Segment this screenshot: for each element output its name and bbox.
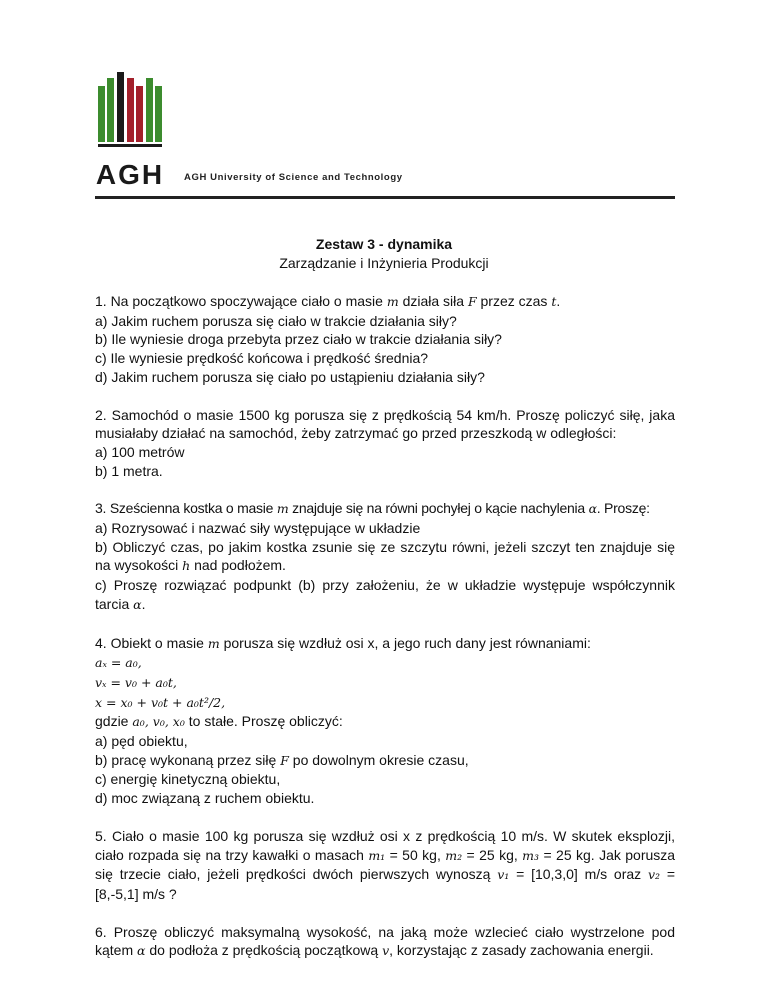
- problem-list: [95, 292, 675, 980]
- problem-1-c: c) Ile wyniesie prędkość końcowa i prędkość średnia?: [95, 350, 429, 367]
- problem-1-b: b) Ile wyniesie droga przebyta przez ciało w trakcie działania siły?: [95, 331, 502, 348]
- problem-4-c: c) energię kinetyczną obiektu,: [95, 771, 281, 788]
- problem-4-constants: gdzie a₀, v₀, x₀ to stałe. Proszę obliczyć:: [95, 713, 343, 730]
- equation-acceleration: aₓ = a₀,: [95, 655, 142, 671]
- problem-2-b: b) 1 metra.: [95, 462, 163, 479]
- problem-4-intro: 4. Obiekt o masie m porusza się wzdłuż osi x, a jego ruch dany jest równaniami:: [95, 634, 591, 651]
- problem-3-b: b) Obliczyć czas, po jakim kostka zsunie się ze szczytu równi, jeżeli szczyt ten znajduje się na wysokości h nad podłożem.: [95, 538, 675, 574]
- problem-4-d: d) moc związaną z ruchem obiektu.: [95, 790, 315, 807]
- problem-3-a: a) Rozrysować i nazwać siły występujące w układzie: [95, 520, 421, 537]
- problem-5: [95, 827, 675, 904]
- problem-5-text: 5. Ciało o masie 100 kg porusza się wzdłuż osi x z prędkością 10 m/s. W skutek eksplozji, ciało rozpada się na trzy kawałki o masach m₁ = 50 kg, m₂ = 25 kg, m₃ = 25 kg. Jak porusza się trzecie ciało, jeżeli prędkości dwóch pierwszych wynoszą v₁ = [10,3,0] m/s oraz v₂ = [8,-5,1] m/s ?: [95, 827, 676, 902]
- title-block: [0, 235, 768, 273]
- problem-2-intro: 2. Samochód o masie 1500 kg porusza się z prędkością 54 km/h. Proszę policzyć siłę, jaka musiałaby działać na samochód, żeby zatrzymać go przed przeszkodą w odległości:: [95, 406, 675, 442]
- problem-1-intro: 1. Na początkowo spoczywające ciało o masie m działa siła F przez czas t.: [95, 293, 561, 309]
- problem-3-c: c) Proszę rozwiązać podpunkt (b) przy założeniu, że w układzie występuje współczynnik tarcia α.: [95, 577, 675, 612]
- equation-velocity: vₓ = v₀ + a₀t,: [95, 674, 177, 690]
- header-divider: [95, 196, 675, 199]
- logo-bars: [98, 72, 162, 147]
- problem-2: [95, 406, 675, 481]
- university-name: AGH University of Science and Technology: [184, 172, 403, 183]
- page-title: Zestaw 3 - dynamika: [315, 236, 453, 252]
- problem-4-a: a) pęd obiektu,: [95, 733, 188, 750]
- problem-6-text: 6. Proszę obliczyć maksymalną wysokość, na jaką może wzlecieć ciało wystrzelone pod kątem α do podłoża z prędkością początkową v, korzystając z zasady zachowania energii.: [95, 923, 675, 959]
- problem-1: [95, 292, 675, 387]
- agh-logo: [95, 72, 175, 192]
- equation-position: x = x₀ + v₀t + a₀t²/2,: [95, 694, 226, 710]
- page-subtitle: Zarządzanie i Inżynieria Produkcji: [279, 255, 489, 271]
- problem-6: [95, 923, 675, 961]
- problem-3-intro: 3. Sześcienna kostka o masie m znajduje się na równi pochyłej o kącie nachylenia α. Proszę:: [95, 500, 650, 517]
- logo-text: AGH: [95, 159, 165, 190]
- problem-3: [95, 499, 675, 614]
- problem-4-b: b) pracę wykonaną przez siłę F po dowolnym okresie czasu,: [95, 751, 469, 768]
- problem-4: [95, 634, 675, 808]
- problem-1-a: a) Jakim ruchem porusza się ciało w trakcie działania siły?: [95, 312, 457, 329]
- problem-2-a: a) 100 metrów: [95, 443, 185, 460]
- problem-1-d: d) Jakim ruchem porusza się ciało po ustąpieniu działania siły?: [95, 368, 485, 385]
